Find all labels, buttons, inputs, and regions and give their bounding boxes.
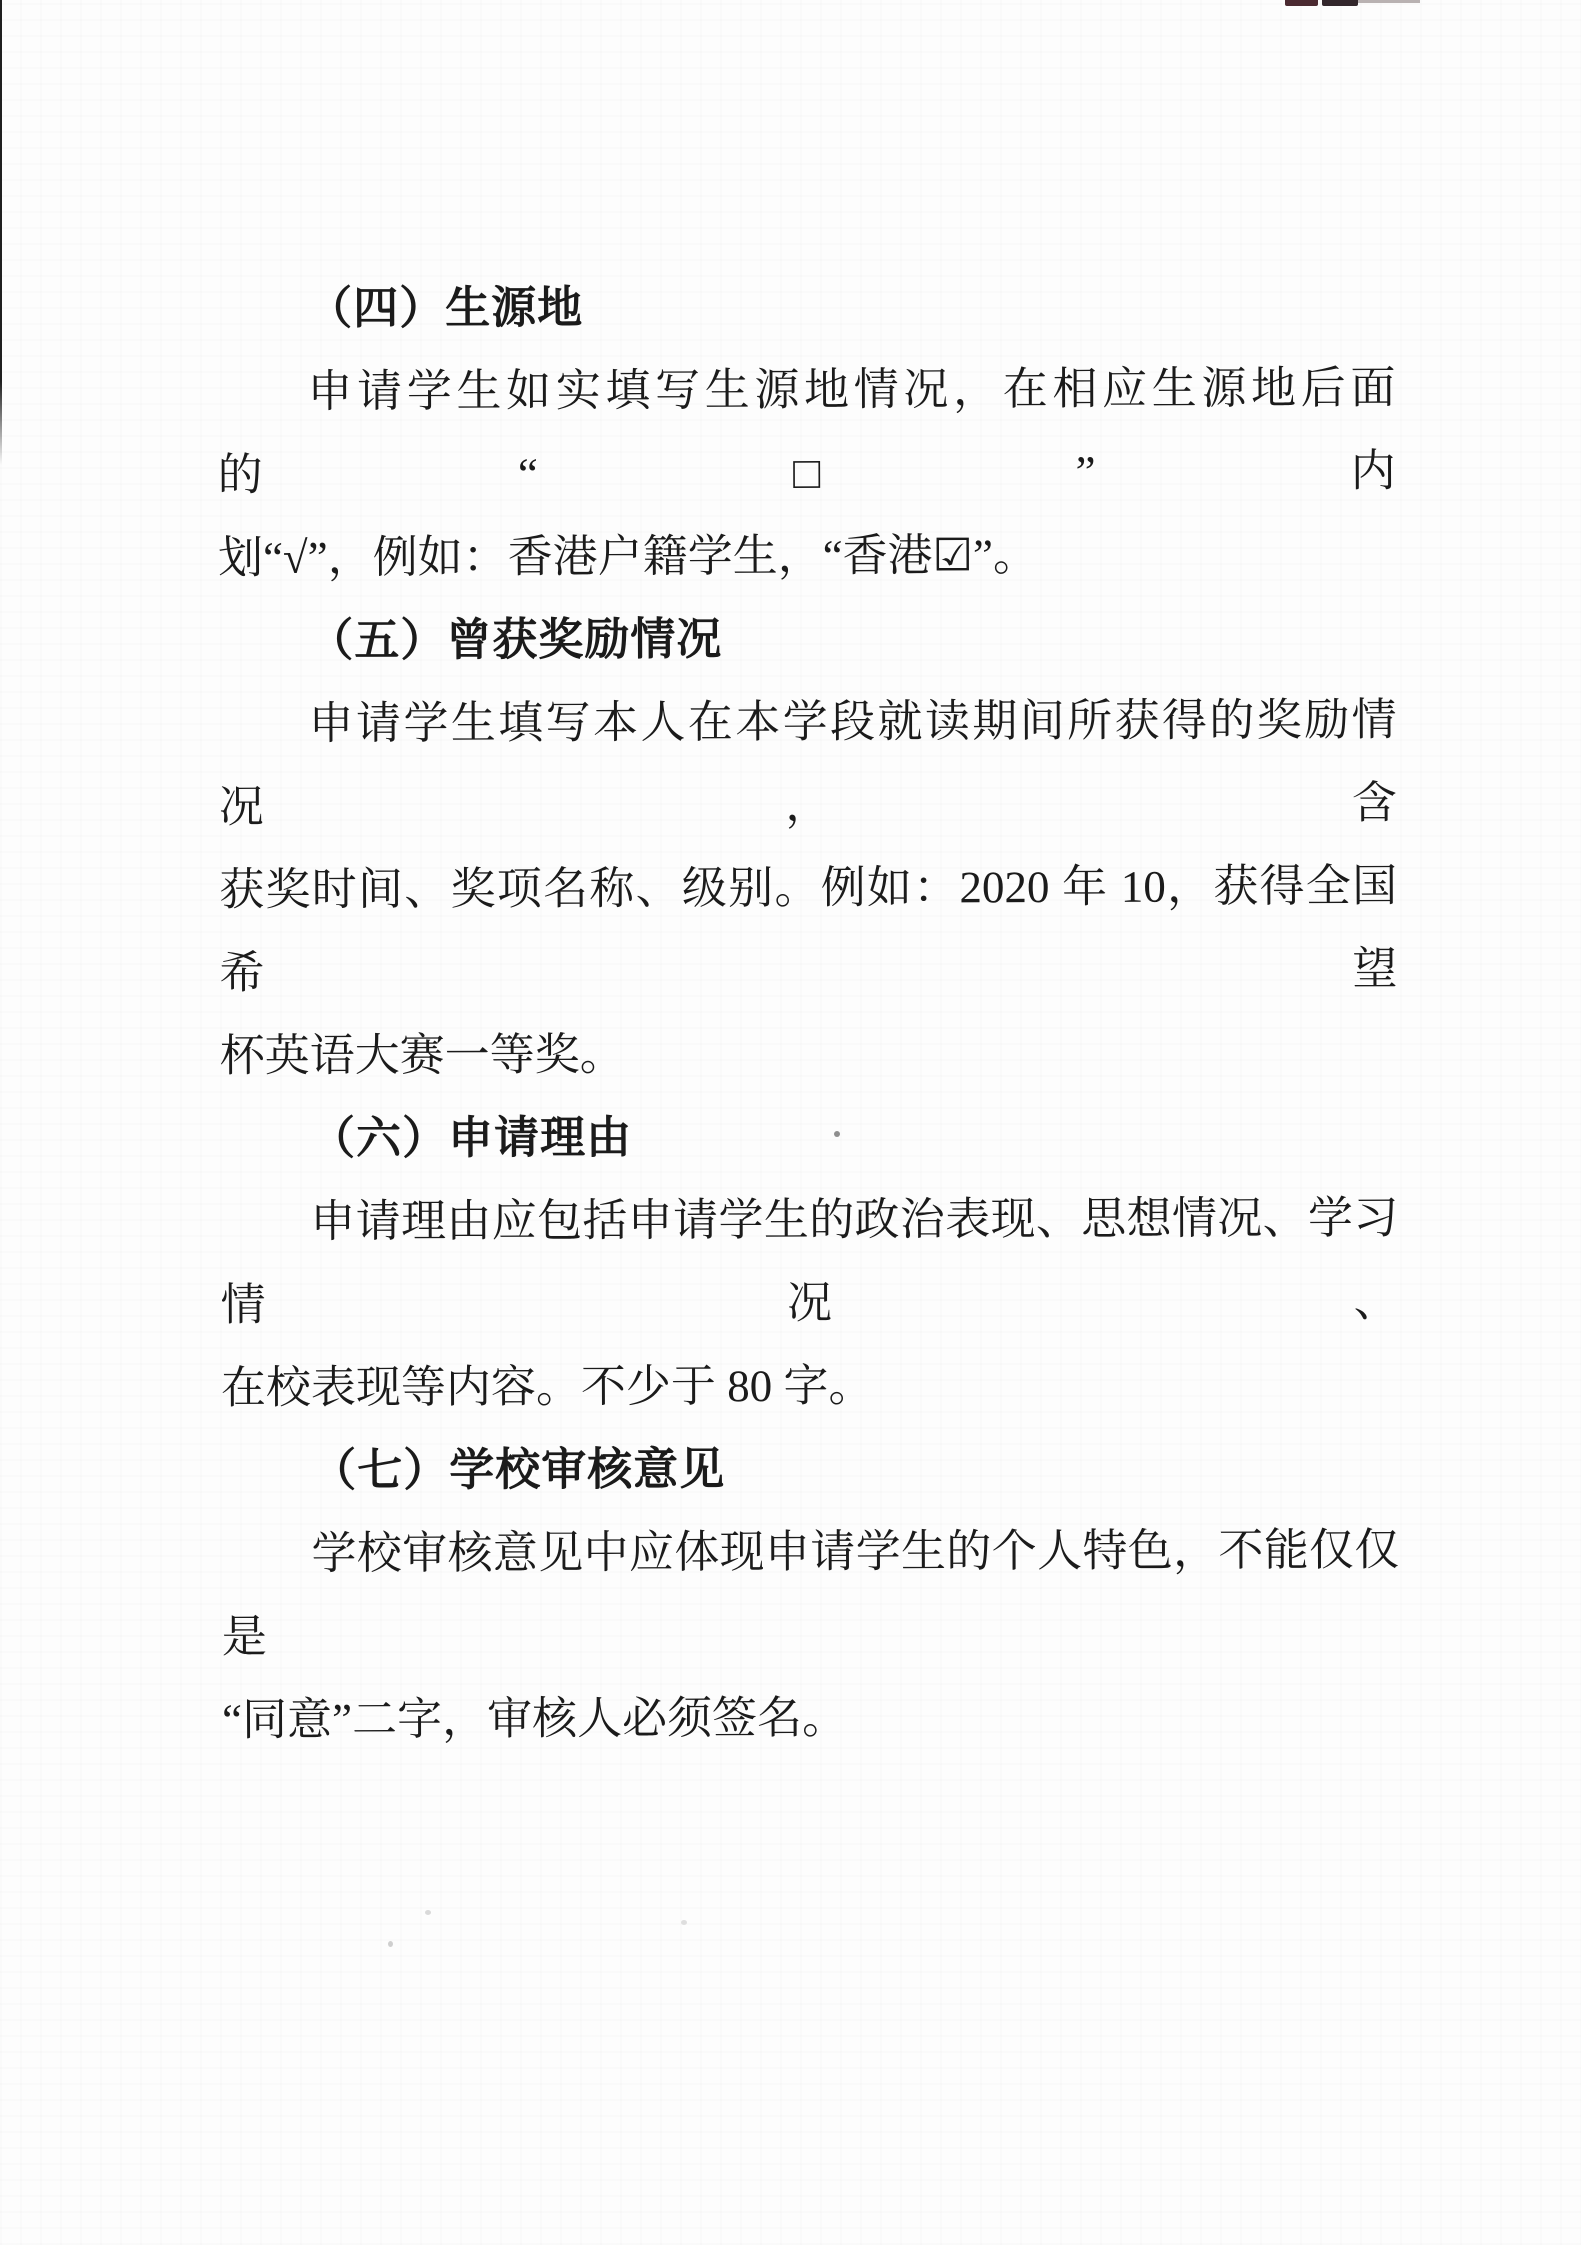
paragraph bbox=[221, 1509, 1400, 1762]
section-heading: （四）生源地 bbox=[307, 282, 584, 334]
paragraph bbox=[218, 679, 1397, 1098]
paragraph bbox=[220, 1177, 1399, 1430]
section-heading: （五）曾获奖励情况 bbox=[308, 614, 723, 666]
scan-artifact-top-edge-dark-mark bbox=[1322, 0, 1358, 6]
paragraph-line: 学校审核意见中应体现申请学生的个人特色，不能仅仅是 bbox=[221, 1524, 1400, 1662]
document-section bbox=[221, 1426, 1400, 1762]
document-body bbox=[217, 264, 1400, 1762]
scan-artifact-top-edge-gray-line bbox=[1358, 0, 1420, 3]
document-section bbox=[220, 1094, 1399, 1430]
paragraph-line: 获奖时间、奖项名称、级别。例如：2020 年 10，获得全国希望 bbox=[219, 860, 1398, 998]
paragraph-line: 申请学生填写本人在本学段就读期间所获得的奖励情况，含 bbox=[218, 694, 1397, 832]
paragraph-line: 申请学生如实填写生源地情况，在相应生源地后面的“□”内 bbox=[217, 362, 1396, 500]
paragraph-line: “同意”二字，审核人必须签名。 bbox=[221, 1692, 848, 1745]
document-section bbox=[218, 596, 1398, 1098]
paragraph-line: 划“√”，例如：香港户籍学生，“香港☑”。 bbox=[217, 530, 1039, 583]
scan-artifact-speck bbox=[388, 1941, 393, 1947]
scan-artifact-speck bbox=[425, 1910, 431, 1915]
scan-artifact-left-edge-line bbox=[0, 0, 2, 465]
paragraph-line: 申请理由应包括申请学生的政治表现、思想情况、学习情况、 bbox=[220, 1192, 1399, 1330]
section-heading: （七）学校审核意见 bbox=[311, 1444, 726, 1496]
paragraph-line: 杯英语大赛一等奖。 bbox=[219, 1029, 625, 1081]
scan-artifact-top-edge-red-mark bbox=[1285, 0, 1318, 6]
scan-artifact-speck bbox=[681, 1920, 687, 1925]
paragraph bbox=[217, 347, 1396, 600]
document-section bbox=[217, 264, 1396, 600]
paragraph-line: 在校表现等内容。不少于 80 字。 bbox=[220, 1360, 874, 1413]
section-heading: （六）申请理由 bbox=[309, 1112, 633, 1164]
